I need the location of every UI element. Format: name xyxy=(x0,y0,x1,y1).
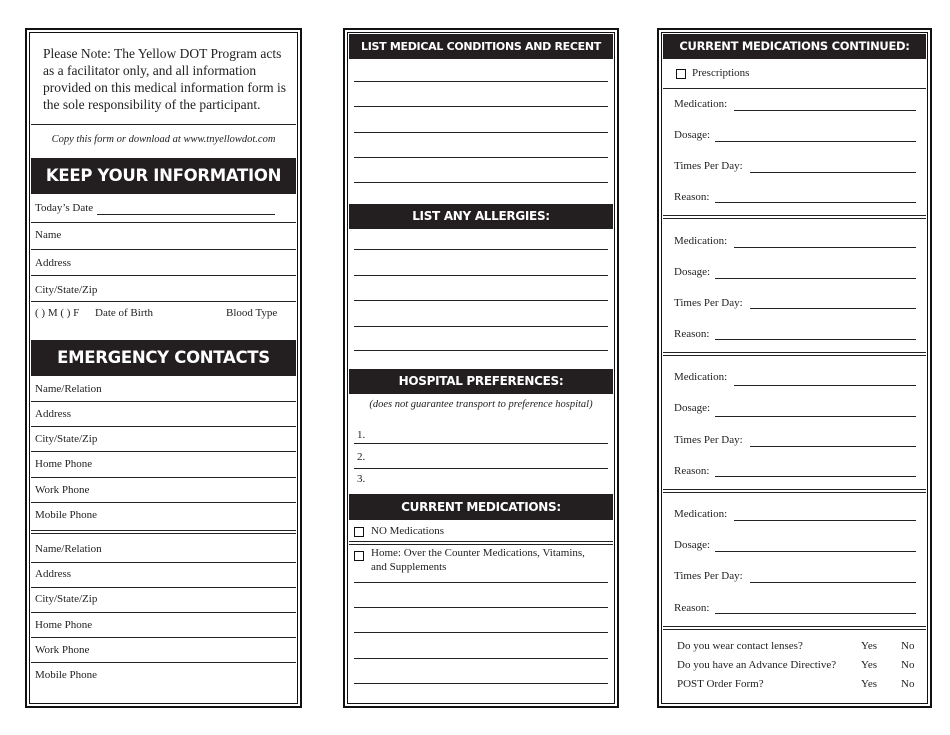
dosage-label: Dosage: xyxy=(674,266,711,278)
medication-label: Medication: xyxy=(674,508,728,520)
home-meds-line[interactable] xyxy=(354,683,608,684)
contact-lenses-yes[interactable]: Yes xyxy=(861,640,878,652)
post-order-question: POST Order Form? xyxy=(677,678,764,690)
medication-line[interactable] xyxy=(734,110,916,111)
dob-label: Date of Birth xyxy=(95,307,154,319)
reason-label: Reason: xyxy=(674,602,710,614)
contact2-city: City/State/Zip xyxy=(35,593,98,605)
hospital-note: (does not guarantee transport to preference hospital) xyxy=(369,399,593,410)
conditions-line[interactable] xyxy=(354,81,608,82)
right-panel xyxy=(657,28,932,708)
home-meds-line[interactable] xyxy=(354,632,608,633)
allergies-line[interactable] xyxy=(354,249,608,250)
dosage-line[interactable] xyxy=(715,551,916,552)
times-per-day-line[interactable] xyxy=(750,446,916,447)
contact2-work-phone: Work Phone xyxy=(35,644,90,656)
allergies-line[interactable] xyxy=(354,326,608,327)
times-per-day-line[interactable] xyxy=(750,308,916,309)
contact2-address: Address xyxy=(35,568,72,580)
reason-line[interactable] xyxy=(715,202,916,203)
address-label: Address xyxy=(35,257,72,269)
reason-line[interactable] xyxy=(715,476,916,477)
conditions-line[interactable] xyxy=(354,157,608,158)
contact-lenses-question: Do you wear contact lenses? xyxy=(677,640,803,652)
dosage-label: Dosage: xyxy=(674,402,711,414)
times-per-day-label: Times Per Day: xyxy=(674,297,743,309)
medication-label: Medication: xyxy=(674,98,728,110)
reason-line[interactable] xyxy=(715,339,916,340)
times-per-day-line[interactable] xyxy=(750,172,916,173)
allergies-line[interactable] xyxy=(354,300,608,301)
hospital-line-2[interactable] xyxy=(354,468,608,469)
left-panel xyxy=(25,28,302,708)
reason-label: Reason: xyxy=(674,328,710,340)
dosage-label: Dosage: xyxy=(674,129,711,141)
contact2-mobile-phone: Mobile Phone xyxy=(35,669,98,681)
medication-label: Medication: xyxy=(674,235,728,247)
contact1-home-phone: Home Phone xyxy=(35,458,93,470)
hospital-banner: HOSPITAL PREFERENCES: xyxy=(349,369,613,394)
todays-date-label: Today’s Date xyxy=(35,202,94,214)
divider xyxy=(31,124,296,125)
contact-lenses-no[interactable]: No xyxy=(901,640,915,652)
contact2-name-relation: Name/Relation xyxy=(35,543,102,555)
dosage-line[interactable] xyxy=(715,416,916,417)
meds-continued-banner: CURRENT MEDICATIONS CONTINUED: xyxy=(663,34,926,59)
copy-note: Copy this form or download at www.tnyellowdot.com xyxy=(51,134,276,145)
contact2-home-phone: Home Phone xyxy=(35,619,93,631)
middle-panel xyxy=(343,28,619,708)
post-order-no[interactable]: No xyxy=(901,678,915,690)
home-meds-checkbox[interactable] xyxy=(354,551,364,561)
conditions-banner: LIST MEDICAL CONDITIONS AND RECENT SURGERIES: xyxy=(349,34,613,59)
dosage-line[interactable] xyxy=(715,278,916,279)
contact1-name-relation: Name/Relation xyxy=(35,383,102,395)
home-meds-line[interactable] xyxy=(354,658,608,659)
hospital-number-1: 1. xyxy=(357,429,366,441)
name-label: Name xyxy=(35,229,62,241)
times-per-day-label: Times Per Day: xyxy=(674,570,743,582)
keep-info-banner: KEEP YOUR INFORMATION CURRENT xyxy=(31,158,296,194)
medication-line[interactable] xyxy=(734,520,916,521)
contact1-mobile-phone: Mobile Phone xyxy=(35,509,98,521)
contact1-work-phone: Work Phone xyxy=(35,484,90,496)
advance-directive-yes[interactable]: Yes xyxy=(861,659,878,671)
home-meds-line[interactable] xyxy=(354,582,608,583)
contact1-city: City/State/Zip xyxy=(35,433,98,445)
blood-type-label: Blood Type xyxy=(226,307,278,319)
meds-banner: CURRENT MEDICATIONS: xyxy=(349,494,613,520)
hospital-number-3: 3. xyxy=(357,473,366,485)
home-meds-label-2: and Supplements xyxy=(371,561,447,573)
dosage-line[interactable] xyxy=(715,141,916,142)
emergency-contacts-banner: EMERGENCY CONTACTS xyxy=(31,340,296,376)
conditions-line[interactable] xyxy=(354,106,608,107)
allergies-line[interactable] xyxy=(354,350,608,351)
hospital-number-2: 2. xyxy=(357,451,366,463)
allergies-banner: LIST ANY ALLERGIES: xyxy=(349,204,613,229)
prescriptions-checkbox[interactable] xyxy=(676,69,686,79)
city-label: City/State/Zip xyxy=(35,284,98,296)
prescriptions-label: Prescriptions xyxy=(692,67,750,79)
medication-line[interactable] xyxy=(734,247,916,248)
post-order-yes[interactable]: Yes xyxy=(861,678,878,690)
medication-label: Medication: xyxy=(674,371,728,383)
conditions-line[interactable] xyxy=(354,182,608,183)
times-per-day-label: Times Per Day: xyxy=(674,160,743,172)
disclaimer-note: Please Note: The Yellow DOT Program acts as a facilitator only, and all information provided on this medical information form is the sole responsibility of the participant. xyxy=(43,46,286,112)
times-per-day-label: Times Per Day: xyxy=(674,434,743,446)
reason-line[interactable] xyxy=(715,613,916,614)
home-meds-line[interactable] xyxy=(354,607,608,608)
reason-label: Reason: xyxy=(674,191,710,203)
gender-checks[interactable]: ( ) M ( ) F xyxy=(35,307,80,319)
contact1-address: Address xyxy=(35,408,72,420)
no-meds-checkbox[interactable] xyxy=(354,527,364,537)
conditions-line[interactable] xyxy=(354,132,608,133)
home-meds-label-1: Home: Over the Counter Medications, Vitamins, xyxy=(371,547,585,559)
reason-label: Reason: xyxy=(674,465,710,477)
dosage-label: Dosage: xyxy=(674,539,711,551)
hospital-line-1[interactable] xyxy=(354,443,608,444)
todays-date-input-line[interactable] xyxy=(97,214,275,215)
advance-directive-question: Do you have an Advance Directive? xyxy=(677,659,837,671)
advance-directive-no[interactable]: No xyxy=(901,659,915,671)
times-per-day-line[interactable] xyxy=(750,582,916,583)
no-meds-label: NO Medications xyxy=(371,525,445,537)
allergies-line[interactable] xyxy=(354,275,608,276)
medication-line[interactable] xyxy=(734,385,916,386)
